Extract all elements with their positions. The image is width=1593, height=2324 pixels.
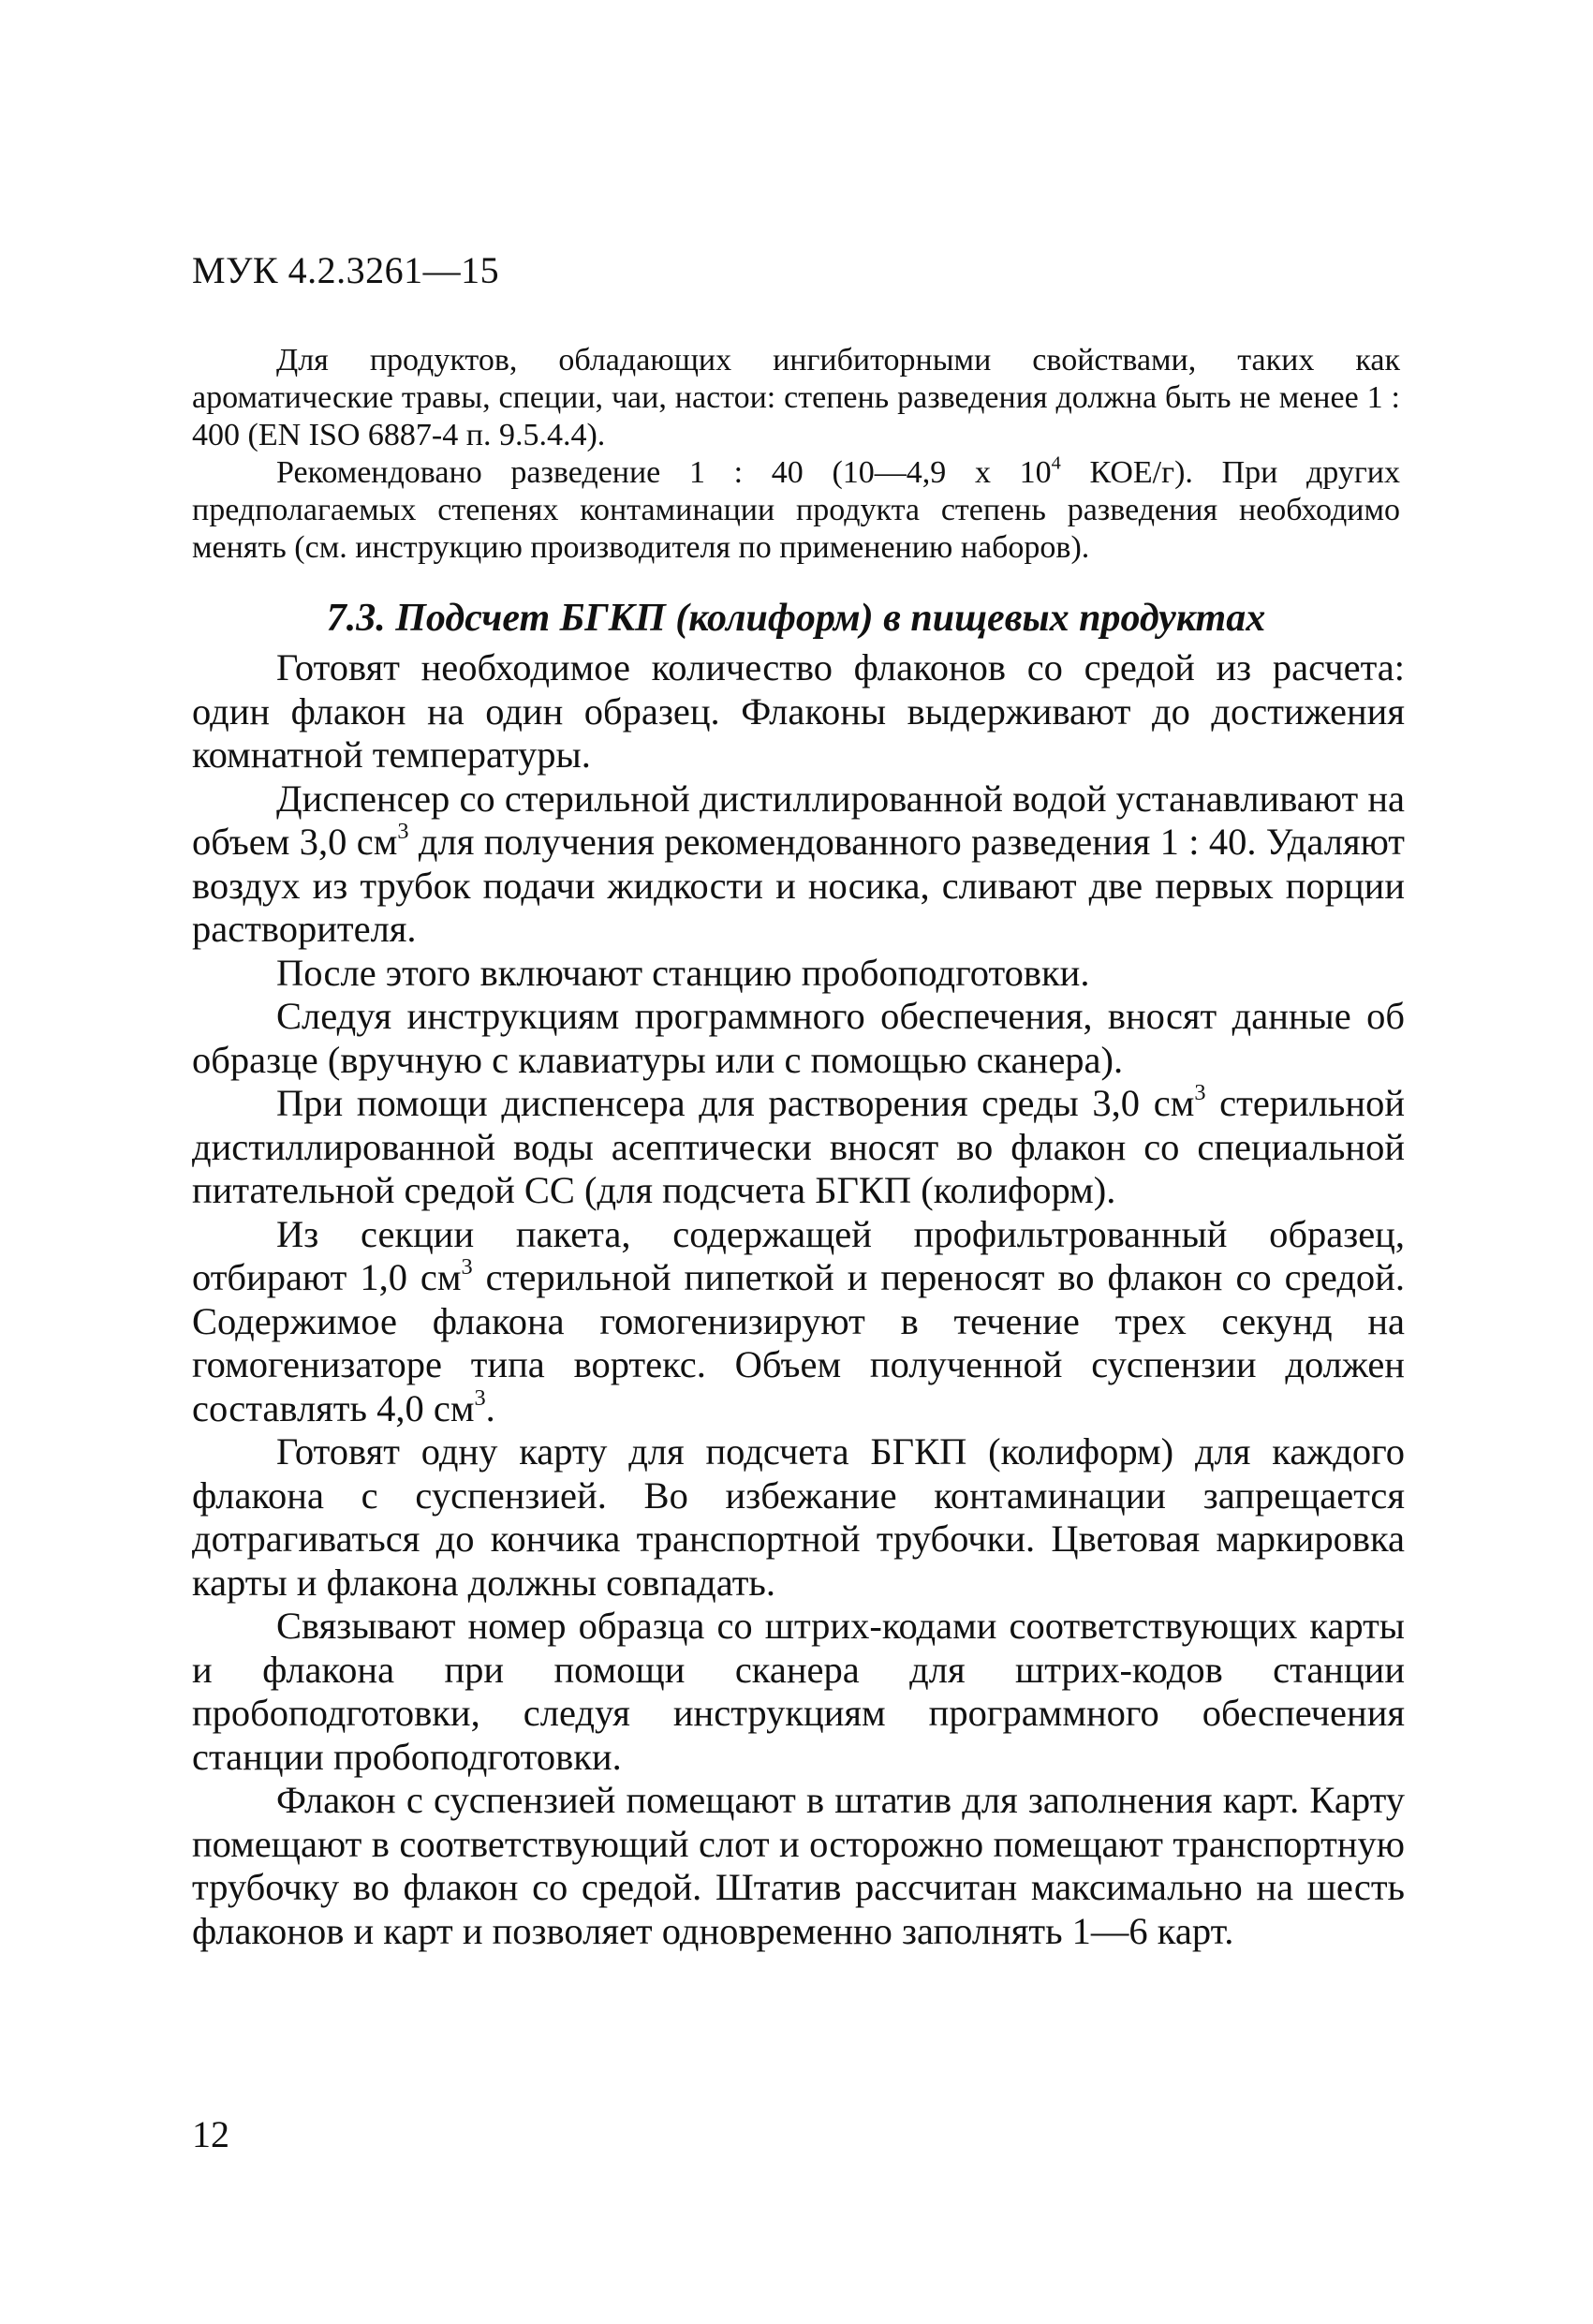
paragraph-text: . bbox=[485, 1386, 495, 1429]
paragraph-text: Диспенсер со стерильной дистиллированной водой устанавливают на объем 3,0 см bbox=[192, 777, 1405, 863]
paragraph-text: для получения рекомендованного разведения 1 : 40. Удаляют воздух из трубок подачи жидкости и носика, сливают две первых порции растворителя. bbox=[192, 821, 1406, 950]
paragraph-text: Из секции пакета, содержащей профильтрованный образец, отбирают 1,0 см bbox=[192, 1212, 1405, 1298]
main-text-block bbox=[192, 646, 1405, 1953]
paragraph-text: стерильной пипеткой и переносят во флакон со средой. Содержимое флакона гомогенизируют в течение трех секунд на гомогенизаторе типа вортекс. Объем полученной суспензии должен составлять 4,0 см bbox=[192, 1256, 1405, 1429]
superscript: 3 bbox=[474, 1384, 486, 1411]
paragraph-fill-rack: Флакон с суспензией помещают в штатив для заполнения карт. Карту помещают в соответствующий слот и осторожно помещают транспортную трубочку во флакон со средой. Штатив рассчитан максимально на шесть флаконов и карт и позволяет одновременно заполнять 1—6 карт. bbox=[192, 1779, 1405, 1952]
paragraph-prepare-vials: Готовят необходимое количество флаконов со средой из расчета: один флакон на один образец. Флаконы выдерживают до достижения комнатной температуры. bbox=[192, 646, 1405, 776]
paragraph-station-on: После этого включают станцию пробоподготовки. bbox=[276, 951, 1090, 994]
document-code-header: МУК 4.2.3261—15 bbox=[192, 249, 500, 291]
paragraph-enter-data: Следуя инструкциям программного обеспечения, вносят данные об образце (вручную с клавиатуры или с помощью сканера). bbox=[192, 995, 1405, 1081]
intro-dilution-text-b: КОЕ/г). При других предполагаемых степенях контаминации продукта степень разведения необходимо менять (см. инструкцию производителя по применению наборов). bbox=[192, 455, 1400, 565]
paragraph-add-water bbox=[192, 1082, 1405, 1213]
intro-text-block bbox=[192, 342, 1400, 567]
superscript: 3 bbox=[397, 819, 409, 844]
section-heading: 7.3. Подсчет БГКП (колиформ) в пищевых продуктах bbox=[326, 597, 1266, 640]
intro-paragraph-inhibitory: Для продуктов, обладающих ингибиторными свойствами, таких как ароматические травы, специи, чаи, настои: степень разведения должна быть не менее 1 : 400 (EN ISO 6887-4 п. 9.5.4.4). bbox=[192, 343, 1400, 452]
intro-paragraph-dilution bbox=[192, 454, 1400, 567]
superscript: 4 bbox=[1051, 452, 1061, 474]
superscript: 3 bbox=[1194, 1080, 1206, 1105]
paragraph-prepare-card: Готовят одну карту для подсчета БГКП (колиформ) для каждого флакона с суспензией. Во избежание контаминации запрещается дотрагиваться до кончика транспортной трубочки. Цветовая маркировка карты и флакона должны совпадать. bbox=[192, 1430, 1405, 1604]
paragraph-transfer-sample bbox=[192, 1213, 1405, 1431]
page-number: 12 bbox=[192, 2113, 229, 2155]
intro-dilution-text-a: Рекомендовано разведение 1 : 40 (10—4,9 х 10 bbox=[276, 455, 1052, 490]
paragraph-text: стерильной дистиллированной воды асептически вносят во флакон со специальной питательной средой СС (для подсчета БГКП (колиформ). bbox=[192, 1082, 1406, 1211]
paragraph-dispenser bbox=[192, 777, 1405, 952]
superscript: 3 bbox=[461, 1254, 473, 1280]
paragraph-link-barcodes: Связывают номер образца со штрих-кодами соответствующих карты и флакона при помощи сканера для штрих-кодов станции пробоподготовки, следуя инструкциям программного обеспечения станции пробоподготовки. bbox=[192, 1605, 1405, 1778]
paragraph-text: При помощи диспенсера для растворения среды 3,0 см bbox=[276, 1082, 1195, 1124]
